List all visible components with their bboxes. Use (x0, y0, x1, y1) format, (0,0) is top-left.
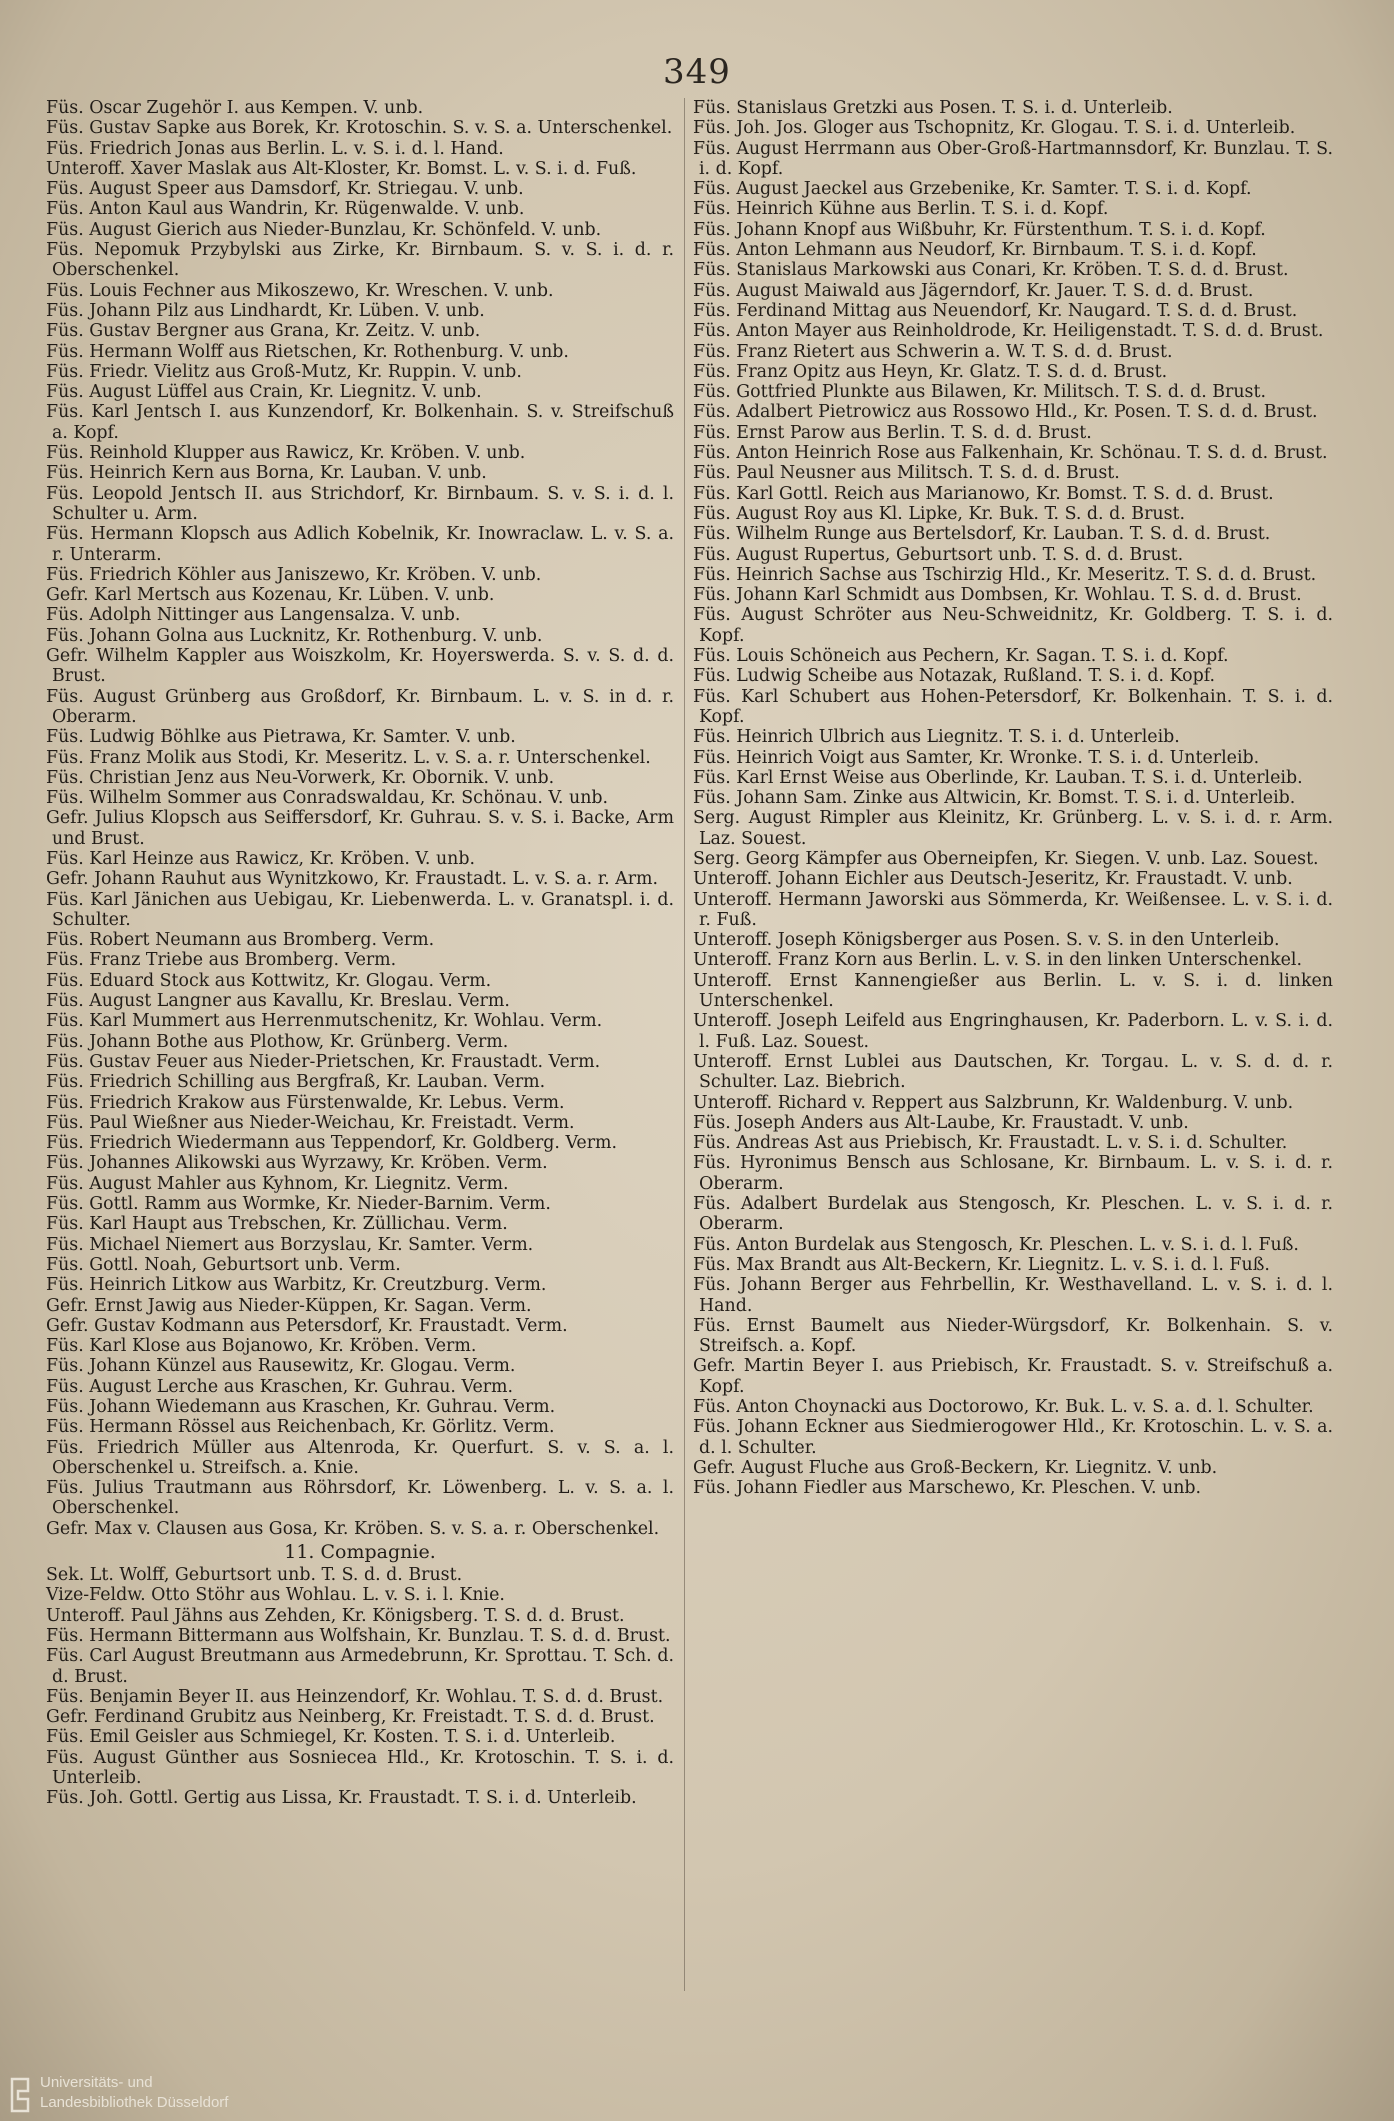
casualty-entry: Füs. August Günther aus Sosniecea Hld., Kr. Krotoschin. T. S. i. d. Unterleib. (46, 1747, 674, 1789)
casualty-entry: Füs. Johann Berger aus Fehrbellin, Kr. Westhavelland. L. v. S. i. d. l. Hand. (693, 1275, 1333, 1316)
casualty-entry: Füs. Joh. Jos. Gloger aus Tschopnitz, Kr. Glogau. T. S. i. d. Unterleib. (693, 118, 1296, 139)
casualty-entry: Füs. Friedrich Müller aus Altenroda, Kr. Querfurt. S. v. S. a. l. Oberschenkel u. Streifsch. a. Knie. (46, 1437, 674, 1478)
casualty-entry: Füs. Karl Mummert aus Herrenmutschenitz, Kr. Wohlau. Verm. (46, 1011, 603, 1032)
casualty-entry: Füs. Anton Mayer aus Reinholdrode, Kr. Heiligenstadt. T. S. d. d. Brust. (693, 321, 1324, 342)
column-divider (684, 98, 685, 1991)
casualty-entry: Füs. Wilhelm Runge aus Bertelsdorf, Kr. Lauban. T. S. d. d. Brust. (693, 524, 1271, 545)
casualty-entry: Füs. Joh. Gottl. Gertig aus Lissa, Kr. Fraustadt. T. S. i. d. Unterleib. (46, 1788, 637, 1809)
casualty-entry: Füs. August Grünberg aus Großdorf, Kr. Birnbaum. L. v. S. in d. r. Oberarm. (46, 686, 674, 727)
casualty-entry: Gefr. Ernst Jawig aus Nieder-Küppen, Kr. Sagan. Verm. (46, 1295, 532, 1316)
casualty-entry: Füs. August Maiwald aus Jägerndorf, Kr. Jauer. T. S. d. d. Brust. (693, 280, 1254, 301)
company-heading: 11. Compagnie. (284, 1541, 436, 1564)
casualty-entry: Gefr. Ferdinand Grubitz aus Neinberg, Kr. Freistadt. T. S. d. d. Brust. (46, 1707, 655, 1728)
casualty-entry: Füs. Anton Kaul aus Wandrin, Kr. Rügenwalde. V. unb. (46, 199, 525, 220)
casualty-entry: Füs. Ernst Parow aus Berlin. T. S. d. d. Brust. (693, 422, 1092, 443)
casualty-entry: Füs. August Schröter aus Neu-Schweidnitz, Kr. Goldberg. T. S. i. d. Kopf. (693, 605, 1333, 646)
casualty-entry: Füs. Heinrich Sachse aus Tschirzig Hld., Kr. Meseritz. T. S. d. d. Brust. (693, 564, 1317, 585)
casualty-entry: Füs. Gustav Feuer aus Nieder-Prietschen, Kr. Fraustadt. Verm. (46, 1051, 601, 1072)
casualty-entry: Füs. Adalbert Burdelak aus Stengosch, Kr. Pleschen. L. v. S. i. d. r. Oberarm. (693, 1194, 1333, 1235)
casualty-entry: Füs. Carl August Breutmann aus Armedebrunn, Kr. Sprottau. T. Sch. d. d. Brust. (46, 1646, 674, 1687)
casualty-entry: Füs. Nepomuk Przybylski aus Zirke, Kr. Birnbaum. S. v. S. i. d. r. Oberschenkel. (46, 240, 674, 281)
casualty-entry: Füs. Karl Jänichen aus Uebigau, Kr. Liebenwerda. L. v. Granatspl. i. d. Schulter. (46, 889, 674, 930)
casualty-entry: Füs. Anton Lehmann aus Neudorf, Kr. Birnbaum. T. S. i. d. Kopf. (693, 240, 1257, 261)
casualty-entry: Füs. Adolph Nittinger aus Langensalza. V. unb. (46, 605, 461, 626)
casualty-entry: Füs. Wilhelm Sommer aus Conradswaldau, Kr. Schönau. V. unb. (46, 788, 609, 809)
casualty-entry: Füs. Karl Heinze aus Rawicz, Kr. Kröben. V. unb. (46, 848, 476, 869)
casualty-entry: Füs. Adalbert Pietrowicz aus Rossowo Hld., Kr. Posen. T. S. d. d. Brust. (693, 402, 1318, 423)
casualty-entry: Füs. Friedr. Vielitz aus Groß-Mutz, Kr. Ruppin. V. unb. (46, 361, 522, 382)
right-column (693, 98, 1333, 1498)
casualty-entry: Füs. Heinrich Litkow aus Warbitz, Kr. Creutzburg. Verm. (46, 1275, 547, 1296)
casualty-entry: Füs. Franz Rietert aus Schwerin a. W. T. S. d. d. Brust. (693, 341, 1173, 362)
casualty-entry: Füs. Anton Choynacki aus Doctorowo, Kr. Buk. L. v. S. a. d. l. Schulter. (693, 1397, 1314, 1417)
casualty-entry: Füs. Max Brandt aus Alt-Beckern, Kr. Liegnitz. L. v. S. i. d. l. Fuß. (693, 1254, 1270, 1275)
casualty-entry: Füs. Reinhold Klupper aus Rawicz, Kr. Kröben. V. unb. (46, 443, 526, 464)
casualty-entry: Unteroff. Paul Jähns aus Zehden, Kr. Königsberg. T. S. d. d. Brust. (46, 1605, 625, 1626)
casualty-entry: Unteroff. Hermann Jaworski aus Sömmerda, Kr. Weißensee. L. v. S. i. d. r. Fuß. (693, 889, 1333, 930)
casualty-entry: Füs. Johann Golna aus Lucknitz, Kr. Rothenburg. V. unb. (46, 625, 543, 646)
casualty-entry: Füs. Julius Trautmann aus Röhrsdorf, Kr. Löwenberg. L. v. S. a. l. Oberschenkel. (46, 1478, 674, 1519)
casualty-entry: Gefr. Gustav Kodmann aus Petersdorf, Kr. Fraustadt. Verm. (46, 1315, 568, 1336)
casualty-entry: Füs. Oscar Zugehör I. aus Kempen. V. unb. (46, 98, 424, 118)
casualty-entry: Füs. Christian Jenz aus Neu-Vorwerk, Kr. Obornik. V. unb. (46, 767, 555, 788)
casualty-entry: Unteroff. Richard v. Reppert aus Salzbrunn, Kr. Waldenburg. V. unb. (693, 1092, 1294, 1113)
casualty-entry: Füs. Johann Künzel aus Rausewitz, Kr. Glogau. Verm. (46, 1356, 516, 1377)
casualty-entry: Füs. Friedrich Schilling aus Bergfraß, Kr. Lauban. Verm. (46, 1072, 546, 1093)
casualty-entry: Füs. Karl Jentsch I. aus Kunzendorf, Kr. Bolkenhain. S. v. Streifschuß a. Kopf. (46, 402, 674, 443)
casualty-entry: Füs. Ernst Baumelt aus Nieder-Würgsdorf, Kr. Bolkenhain. S. v. Streifsch. a. Kopf. (693, 1315, 1333, 1357)
casualty-entry: Füs. Ludwig Böhlke aus Pietrawa, Kr. Samter. V. unb. (46, 727, 516, 748)
casualty-entry: Sek. Lt. Wolff, Geburtsort unb. T. S. d. d. Brust. (46, 1565, 463, 1586)
casualty-entry: Füs. Paul Neusner aus Militsch. T. S. d. d. Brust. (693, 463, 1120, 484)
casualty-entry: Füs. Heinrich Ulbrich aus Liegnitz. T. S. i. d. Unterleib. (693, 727, 1180, 748)
library-footer (0, 2071, 300, 2121)
casualty-entry: Füs. Andreas Ast aus Priebisch, Kr. Fraustadt. L. v. S. i. d. Schulter. (693, 1133, 1288, 1154)
casualty-entry: Unteroff. Xaver Maslak aus Alt-Kloster, Kr. Bomst. L. v. S. i. d. Fuß. (46, 158, 637, 179)
casualty-entry: Füs. Johann Sam. Zinke aus Altwicin, Kr. Bomst. T. S. i. d. Unterleib. (693, 788, 1296, 809)
casualty-entry: Füs. Friedrich Jonas aus Berlin. L. v. S. i. d. l. Hand. (46, 138, 504, 159)
casualty-entry: Füs. Johann Fiedler aus Marschewo, Kr. Pleschen. V. unb. (693, 1478, 1202, 1499)
casualty-entry: Füs. August Roy aus Kl. Lipke, Kr. Buk. T. S. d. d. Brust. (693, 503, 1186, 524)
casualty-entry: Füs. Heinrich Kühne aus Berlin. T. S. i. d. Kopf. (693, 199, 1109, 220)
casualty-entry: Füs. Franz Triebe aus Bromberg. Verm. (46, 950, 397, 971)
casualty-entry: Füs. August Speer aus Damsdorf, Kr. Striegau. V. unb. (46, 179, 524, 200)
casualty-entry: Füs. August Lüffel aus Crain, Kr. Liegnitz. V. unb. (46, 382, 482, 403)
casualty-entry: Füs. Gottfried Plunkte aus Bilawen, Kr. Militsch. T. S. d. d. Brust. (693, 382, 1266, 403)
casualty-entry: Füs. Karl Ernst Weise aus Oberlinde, Kr. Lauban. T. S. i. d. Unterleib. (693, 767, 1303, 788)
casualty-entry: Füs. Hermann Klopsch aus Adlich Kobelnik, Kr. Inowraclaw. L. v. S. a. r. Unterarm. (46, 524, 674, 565)
casualty-entry: Füs. August Rupertus, Geburtsort unb. T. S. d. d. Brust. (693, 544, 1184, 565)
casualty-entry: Füs. Franz Molik aus Stodi, Kr. Meseritz. L. v. S. a. r. Unterschenkel. (46, 747, 651, 768)
casualty-entry: Füs. Hyronimus Bensch aus Schlosane, Kr. Birnbaum. L. v. S. i. d. r. Oberarm. (693, 1153, 1333, 1194)
casualty-entry: Gefr. Wilhelm Kappler aus Woiszkolm, Kr. Hoyerswerda. S. v. S. d. d. Brust. (46, 646, 674, 687)
casualty-entry: Füs. Hermann Bittermann aus Wolfshain, Kr. Bunzlau. T. S. d. d. Brust. (46, 1625, 671, 1646)
casualty-entry: Füs. Johann Karl Schmidt aus Dombsen, Kr. Wohlau. T. S. d. d. Brust. (693, 585, 1302, 606)
casualty-entry: Unteroff. Johann Eichler aus Deutsch-Jeseritz, Kr. Fraustadt. V. unb. (693, 869, 1293, 890)
casualty-entry: Füs. Ludwig Scheibe aus Notazak, Rußland. T. S. i. d. Kopf. (693, 666, 1216, 687)
casualty-entry: Füs. Ferdinand Mittag aus Neuendorf, Kr. Naugard. T. S. d. d. Brust. (693, 300, 1298, 321)
casualty-entry: Gefr. Max v. Clausen aus Gosa, Kr. Kröben. S. v. S. a. r. Oberschenkel. (46, 1518, 660, 1539)
casualty-entry: Füs. Hermann Wolff aus Rietschen, Kr. Rothenburg. V. unb. (46, 341, 569, 362)
casualty-entry: Füs. Friedrich Wiedermann aus Teppendorf, Kr. Goldberg. Verm. (46, 1133, 618, 1154)
page-number: 349 (663, 52, 731, 92)
casualty-entry: Füs. Paul Wießner aus Nieder-Weichau, Kr. Freistadt. Verm. (46, 1112, 575, 1133)
casualty-entry: Füs. Michael Niemert aus Borzyslau, Kr. Samter. Verm. (46, 1234, 534, 1255)
casualty-entry: Füs. Anton Burdelak aus Stengosch, Kr. Pleschen. L. v. S. i. d. l. Fuß. (693, 1234, 1299, 1255)
casualty-entry: Füs. August Lerche aus Kraschen, Kr. Guhrau. Verm. (46, 1376, 514, 1397)
casualty-entry: Serg. Georg Kämpfer aus Oberneipfen, Kr. Siegen. V. unb. Laz. Souest. (693, 848, 1319, 869)
casualty-entry: Unteroff. Ernst Lublei aus Dautschen, Kr. Torgau. L. v. S. d. d. r. Schulter. Laz. Biebrich. (693, 1051, 1333, 1093)
casualty-entry: Unteroff. Franz Korn aus Berlin. L. v. S. in den linken Unterschenkel. (693, 950, 1302, 971)
casualty-entry: Füs. Stanislaus Gretzki aus Posen. T. S. i. d. Unterleib. (693, 98, 1173, 118)
casualty-entry: Füs. August Gierich aus Nieder-Bunzlau, Kr. Schönfeld. V. unb. (46, 219, 602, 240)
casualty-entry: Füs. Gustav Sapke aus Borek, Kr. Krotoschin. S. v. S. a. Unterschenkel. (46, 118, 673, 139)
library-logo-icon (8, 2075, 34, 2115)
casualty-entry: Füs. Leopold Jentsch II. aus Strichdorf, Kr. Birnbaum. S. v. S. i. d. l. Schulter u. Arm. (46, 483, 674, 524)
casualty-entry: Füs. Robert Neumann aus Bromberg. Verm. (46, 930, 435, 951)
casualty-entry: Füs. Eduard Stock aus Kottwitz, Kr. Glogau. Verm. (46, 970, 492, 991)
casualty-entry: Füs. Karl Klose aus Bojanowo, Kr. Kröben. Verm. (46, 1336, 477, 1357)
casualty-entry: Gefr. Martin Beyer I. aus Priebisch, Kr. Fraustadt. S. v. Streifschuß a. Kopf. (693, 1356, 1333, 1397)
casualty-entry: Füs. Johann Pilz aus Lindhardt, Kr. Lüben. V. unb. (46, 300, 485, 321)
casualty-entry: Serg. August Rimpler aus Kleinitz, Kr. Grünberg. L. v. S. i. d. r. Arm. Laz. Souest. (693, 808, 1333, 849)
casualty-entry: Füs. Johann Eckner aus Siedmierogower Hld., Kr. Krotoschin. L. v. S. a. d. l. Schulter. (693, 1417, 1333, 1458)
casualty-list-right (693, 98, 1333, 1498)
casualty-entry: Unteroff. Joseph Leifeld aus Engringhausen, Kr. Paderborn. L. v. S. i. d. l. Fuß. Laz. Souest. (693, 1011, 1333, 1052)
library-name (40, 2073, 228, 2113)
casualty-entry: Füs. August Mahler aus Kyhnom, Kr. Liegnitz. Verm. (46, 1173, 509, 1194)
casualty-entry: Gefr. Karl Mertsch aus Kozenau, Kr. Lüben. V. unb. (46, 585, 495, 606)
casualty-entry: Füs. Anton Heinrich Rose aus Falkenhain, Kr. Schönau. T. S. d. d. Brust. (693, 443, 1328, 464)
casualty-entry: Füs. Louis Fechner aus Mikoszewo, Kr. Wreschen. V. unb. (46, 280, 554, 301)
casualty-entry: Füs. Hermann Rössel aus Reichenbach, Kr. Görlitz. Verm. (46, 1417, 555, 1438)
casualty-entry: Unteroff. Joseph Königsberger aus Posen. S. v. S. in den Unterleib. (693, 930, 1280, 951)
casualty-entry: Füs. August Jaeckel aus Grzebenike, Kr. Samter. T. S. i. d. Kopf. (693, 179, 1252, 200)
library-name-line1: Universitäts- und (40, 2074, 153, 2091)
casualty-entry: Füs. Johann Wiedemann aus Kraschen, Kr. Guhrau. Verm. (46, 1397, 556, 1417)
casualty-entry: Gefr. Julius Klopsch aus Seiffersdorf, Kr. Guhrau. S. v. S. i. Backe, Arm und Brust. (46, 808, 674, 849)
casualty-entry: Füs. Emil Geisler aus Schmiegel, Kr. Kosten. T. S. i. d. Unterleib. (46, 1727, 616, 1748)
casualty-entry: Füs. Friedrich Köhler aus Janiszewo, Kr. Kröben. V. unb. (46, 564, 542, 585)
casualty-entry: Füs. Johann Bothe aus Plothow, Kr. Grünberg. Verm. (46, 1031, 509, 1052)
left-column (46, 98, 674, 1809)
casualty-entry: Vize-Feldw. Otto Stöhr aus Wohlau. L. v. S. i. l. Knie. (46, 1585, 505, 1606)
casualty-entry: Füs. Gustav Bergner aus Grana, Kr. Zeitz. V. unb. (46, 321, 481, 342)
casualty-entry: Gefr. August Fluche aus Groß-Beckern, Kr. Liegnitz. V. unb. (693, 1457, 1218, 1478)
casualty-entry: Füs. Franz Opitz aus Heyn, Kr. Glatz. T. S. d. d. Brust. (693, 361, 1168, 382)
casualty-entry: Füs. Heinrich Voigt aus Samter, Kr. Wronke. T. S. i. d. Unterleib. (693, 747, 1260, 768)
casualty-entry: Füs. Johann Knopf aus Wißbuhr, Kr. Fürstenthum. T. S. i. d. Kopf. (693, 219, 1266, 240)
casualty-entry: Füs. Stanislaus Markowski aus Conari, Kr. Kröben. T. S. d. d. Brust. (693, 260, 1289, 281)
casualty-entry: Füs. August Langner aus Kavallu, Kr. Breslau. Verm. (46, 991, 510, 1012)
casualty-entry: Unteroff. Ernst Kannengießer aus Berlin. L. v. S. i. d. linken Unterschenkel. (693, 970, 1333, 1012)
casualty-entry: Füs. Karl Schubert aus Hohen-Petersdorf, Kr. Bolkenhain. T. S. i. d. Kopf. (693, 686, 1333, 727)
library-name-line2: Landesbibliothek Düsseldorf (40, 2094, 229, 2111)
casualty-entry: Füs. Gottl. Noah, Geburtsort unb. Verm. (46, 1254, 401, 1275)
casualty-entry: Füs. Heinrich Kern aus Borna, Kr. Lauban. V. unb. (46, 463, 487, 484)
casualty-entry: Füs. Johannes Alikowski aus Wyrzawy, Kr. Kröben. Verm. (46, 1153, 548, 1174)
casualty-entry: Füs. Karl Gottl. Reich aus Marianowo, Kr. Bomst. T. S. d. d. Brust. (693, 483, 1274, 504)
casualty-list-company-11 (46, 1565, 674, 1809)
casualty-entry: Füs. Joseph Anders aus Alt-Laube, Kr. Fraustadt. V. unb. (693, 1112, 1189, 1133)
casualty-entry: Füs. Benjamin Beyer II. aus Heinzendorf, Kr. Wohlau. T. S. d. d. Brust. (46, 1686, 664, 1707)
casualty-entry: Füs. Karl Haupt aus Trebschen, Kr. Züllichau. Verm. (46, 1214, 508, 1235)
casualty-entry: Füs. Louis Schöneich aus Pechern, Kr. Sagan. T. S. i. d. Kopf. (693, 646, 1229, 667)
casualty-entry: Füs. Friedrich Krakow aus Fürstenwalde, Kr. Lebus. Verm. (46, 1092, 565, 1113)
casualty-entry: Füs. Gottl. Ramm aus Wormke, Kr. Nieder-Barnim. Verm. (46, 1194, 551, 1215)
casualty-list-left (46, 98, 674, 1539)
casualty-entry: Füs. August Herrmann aus Ober-Groß-Hartmannsdorf, Kr. Bunzlau. T. S. i. d. Kopf. (693, 138, 1333, 179)
casualty-entry: Gefr. Johann Rauhut aus Wynitzkowo, Kr. Fraustadt. L. v. S. a. r. Arm. (46, 869, 659, 890)
